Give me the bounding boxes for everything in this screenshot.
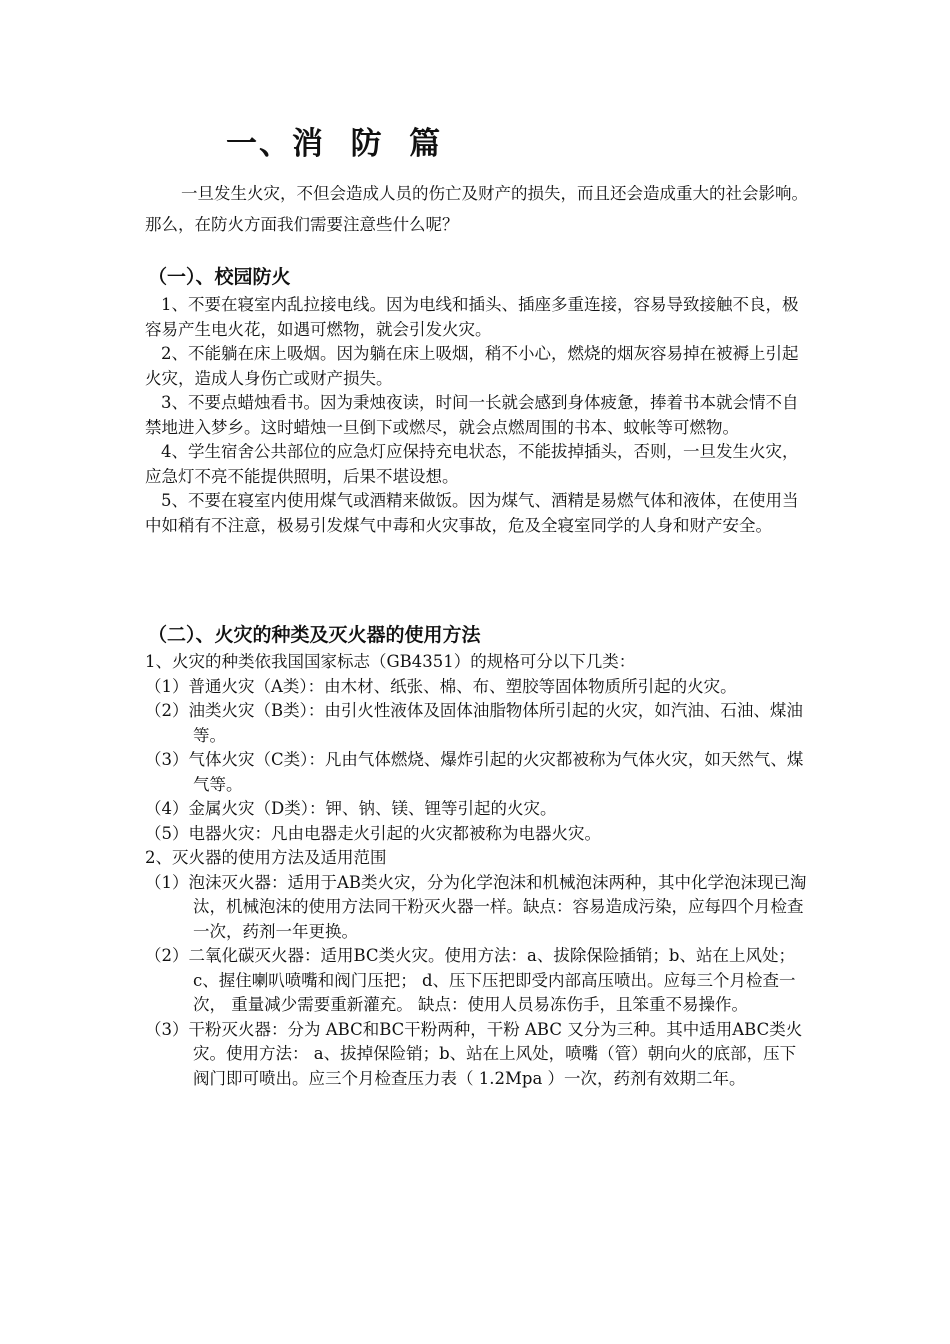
page-title: 一、消 防 篇 <box>226 126 443 162</box>
section-heading-fire-types-extinguishers: （二）、火灾的种类及灭火器的使用方法 <box>148 624 481 646</box>
list-item: （5）电器火灾：凡由电器走火引起的火灾都被称为电器火灾。 <box>145 823 601 843</box>
list-item: 1、不要在寝室内乱拉接电线。因为电线和插头、插座多重连接，容易导致接触不良，极容易产生电火花，如遇可燃物，就会引发火灾。 <box>145 295 799 339</box>
fire-types-extinguishers-content <box>145 650 810 1091</box>
list-item: （1）泡沫灭火器：适用于AB类火灾，分为化学泡沫和机械泡沫两种，其中化学泡沫现已淘汰，机械泡沫的使用方法同干粉灭火器一样。缺点：容易造成污染，应每四个月检查一次，药剂一年更换。 <box>145 872 807 941</box>
list-item: （2）油类火灾（B类）：由引火性液体及固体油脂物体所引起的火灾，如汽油、石油、煤油等。 <box>145 701 803 745</box>
intro-paragraph: 一旦发生火灾，不但会造成人员的伤亡及财产的损失，而且还会造成重大的社会影响。那么，在防火方面我们需要注意些什么呢？ <box>145 184 808 234</box>
subheading-extinguisher-usage: 2、灭火器的使用方法及适用范围 <box>145 848 387 867</box>
list-item: （4）金属火灾（D类）：钾、钠、镁、锂等引起的火灾。 <box>145 799 557 818</box>
list-item: 5、不要在寝室内使用煤气或酒精来做饭。因为煤气、酒精是易燃气体和液体，在使用当中如稍有不注意，极易引发煤气中毒和火灾事故，危及全寝室同学的人身和财产安全。 <box>145 491 799 535</box>
subheading-fire-types: 1、火灾的种类依我国国家标志（GB4351）的规格可分以下几类： <box>145 652 636 671</box>
list-item: 2、不能躺在床上吸烟。因为躺在床上吸烟，稍不小心，燃烧的烟灰容易掉在被褥上引起火灾，造成人身伤亡或财产损失。 <box>145 344 799 388</box>
campus-fire-prevention-list <box>145 293 810 538</box>
list-item: （3）干粉灭火器：分为 ABC和BC干粉两种，干粉 ABC 又分为三种。其中适用ABC类火灾。使用方法： a、拔掉保险销；b、站在上风处，喷嘴（管）朝向火的底部，压下阀门即可喷出。应三个月检查压力表（ 1.2Mpa ）一次，药剂有效期二年。 <box>145 1019 803 1088</box>
list-item: 3、不要点蜡烛看书。因为秉烛夜读，时间一长就会感到身体疲惫，捧着书本就会情不自禁地进入梦乡。这时蜡烛一旦倒下或燃尽，就会点燃周围的书本、蚊帐等可燃物。 <box>145 393 799 437</box>
list-item: 4、学生宿舍公共部位的应急灯应保持充电状态，不能拔掉插头，否则，一旦发生火灾，应急灯不亮不能提供照明，后果不堪设想。 <box>145 442 799 486</box>
list-item: （2）二氧化碳灭火器：适用BC类火灾。使用方法：a、拔除保险插销；b、站在上风处；c、握住喇叭喷嘴和阀门压把； d、压下压把即受内部高压喷出。应每三个月检查一次， 重量减少需要重新灌充。 缺点：使用人员易冻伤手，且笨重不易操作。 <box>145 946 796 1014</box>
section-heading-campus-fire-prevention: （一）、校园防火 <box>148 266 291 288</box>
list-item: （3）气体火灾（C类）：凡由气体燃烧、爆炸引起的火灾都被称为气体火灾，如天然气、煤气等。 <box>145 750 804 794</box>
list-item: （1）普通火灾（A类）：由木材、纸张、棉、布、塑胶等固体物质所引起的火灾。 <box>145 676 737 696</box>
